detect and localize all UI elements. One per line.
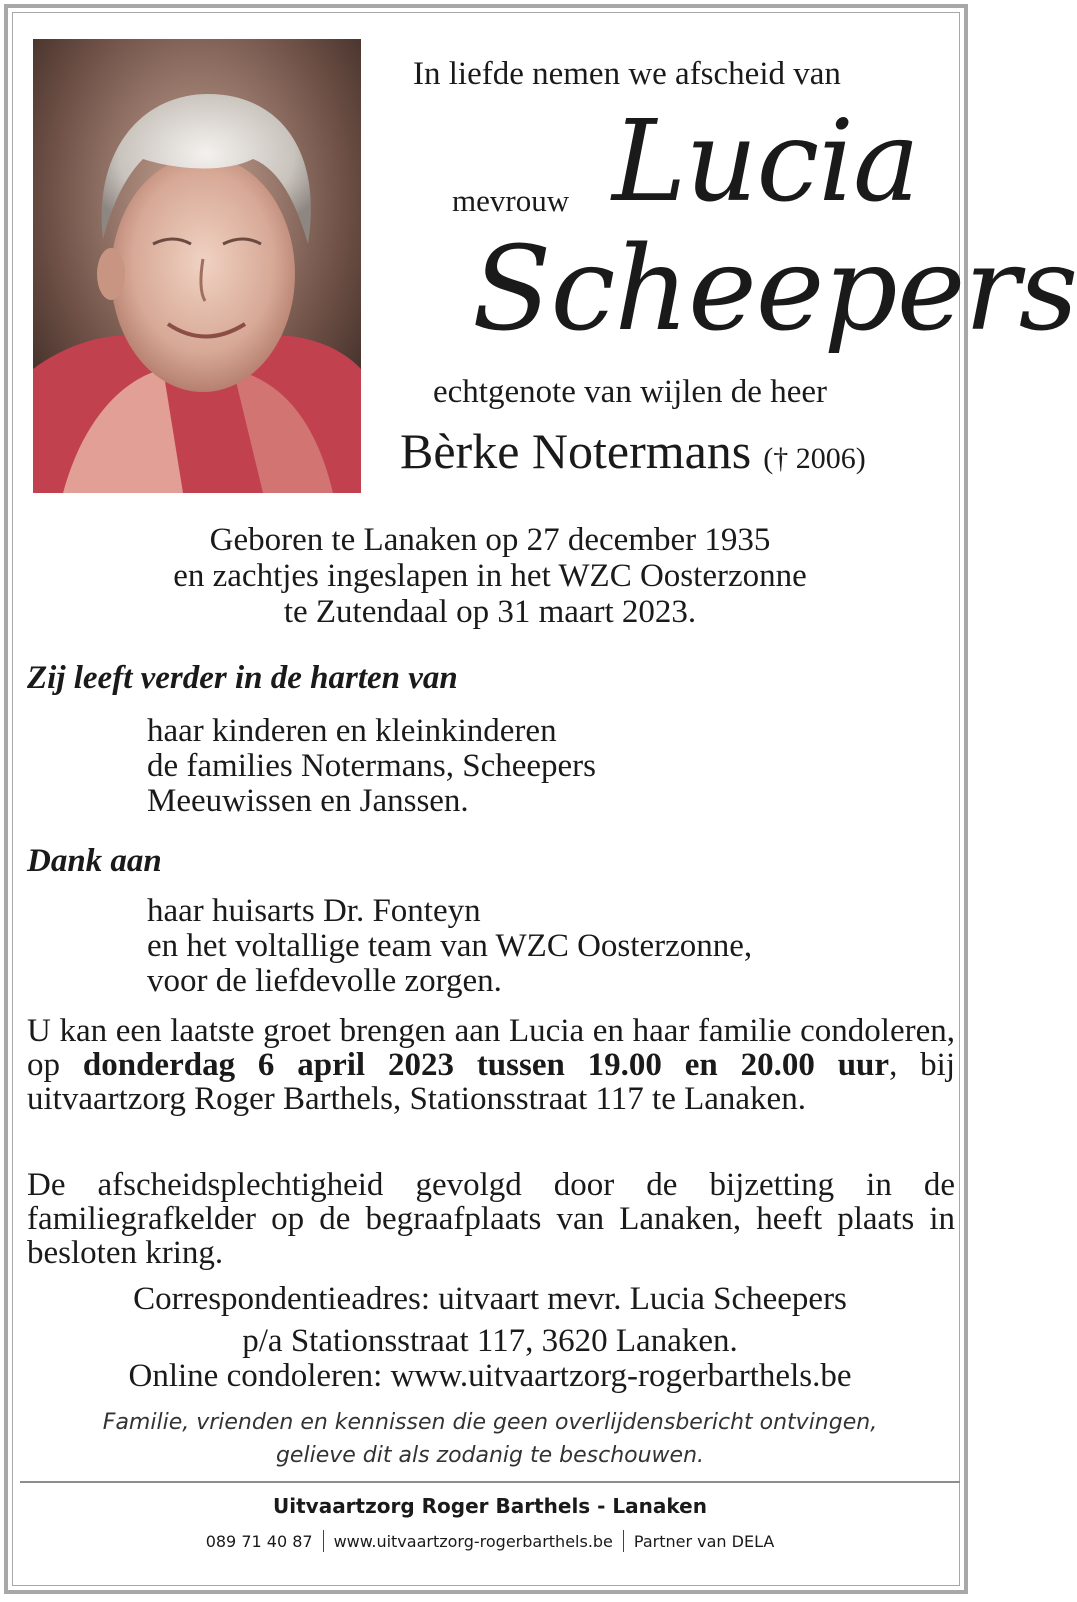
notice-note: [0, 1406, 980, 1472]
spouse-line: echtgenote van wijlen de heer: [433, 374, 827, 410]
thanks-heading: Dank aan: [27, 843, 162, 879]
visitation-after: , bij uitvaartzorg Roger Barthels, Stationsstraat 117 te Lanaken.: [27, 1047, 955, 1117]
thanks-list: [147, 894, 752, 999]
portrait-illustration: [33, 39, 361, 493]
visitation-paragraph: [27, 1014, 955, 1116]
footer-title: Uitvaartzorg Roger Barthels - Lanaken: [273, 1494, 707, 1518]
thanks-line: voor de liefdevolle zorgen.: [147, 963, 502, 999]
thanks-line: haar huisarts Dr. Fonteyn: [147, 893, 481, 929]
footer-partner: Partner van DELA: [633, 1532, 775, 1551]
footer-divider: [20, 1481, 960, 1483]
survivor-line: Meeuwissen en Janssen.: [147, 783, 469, 819]
spouse-block: [400, 424, 866, 479]
intro-line: In liefde nemen we afscheid van: [413, 56, 841, 92]
portrait-photo: [33, 39, 361, 493]
title-prefix: mevrouw: [452, 183, 570, 218]
footer-contact: [0, 1530, 980, 1552]
survivors-list: [147, 714, 596, 819]
birth-line: te Zutendaal op 31 maart 2023.: [283, 594, 697, 630]
thanks-line: en het voltallige team van WZC Oosterzonne,: [147, 928, 753, 964]
footer-separator: [323, 1530, 324, 1552]
survivors-heading: Zij leeft verder in de harten van: [27, 660, 458, 696]
correspondence-line: p/a Stationsstraat 117, 3620 Lanaken.: [242, 1323, 738, 1359]
survivor-line: haar kinderen en kleinkinderen: [147, 713, 557, 749]
footer-phone: 089 71 40 87: [205, 1532, 313, 1551]
survivor-line: de families Notermans, Scheepers: [147, 748, 597, 784]
note-line: Familie, vrienden en kennissen die geen overlijdensbericht ontvingen,: [102, 1410, 878, 1435]
last-name: Scheepers: [472, 222, 1077, 357]
visitation-before: U kan een laatste groet brengen aan Lucia en haar familie condoleren, op: [27, 1013, 955, 1083]
note-line: gelieve dit als zodanig te beschouwen.: [275, 1443, 705, 1468]
birth-line: en zachtjes ingeslapen in het WZC Oosterzonne: [173, 558, 807, 594]
spouse-death: († 2006): [763, 442, 866, 475]
birth-details: [0, 522, 980, 630]
footer-website: www.uitvaartzorg-rogerbarthels.be: [333, 1532, 613, 1551]
first-name: Lucia: [612, 97, 919, 227]
correspondence-line: Correspondentieadres: uitvaart mevr. Lucia Scheepers: [133, 1281, 847, 1317]
birth-line: Geboren te Lanaken op 27 december 1935: [209, 522, 771, 558]
correspondence-block: [0, 1278, 980, 1362]
spouse-name: Bèrke Notermans: [400, 423, 752, 479]
ceremony-paragraph: De afscheidsplechtigheid gevolgd door de bijzetting in de familiegrafkelder op de begraafplaats van Lanaken, heeft plaats in besloten kring.: [27, 1167, 955, 1271]
online-condolence: Online condoleren: www.uitvaartzorg-rogerbarthels.be: [128, 1358, 852, 1394]
visitation-datetime: donderdag 6 april 2023 tussen 19.00 en 20.00 uur: [82, 1047, 890, 1083]
footer-separator: [623, 1530, 624, 1552]
